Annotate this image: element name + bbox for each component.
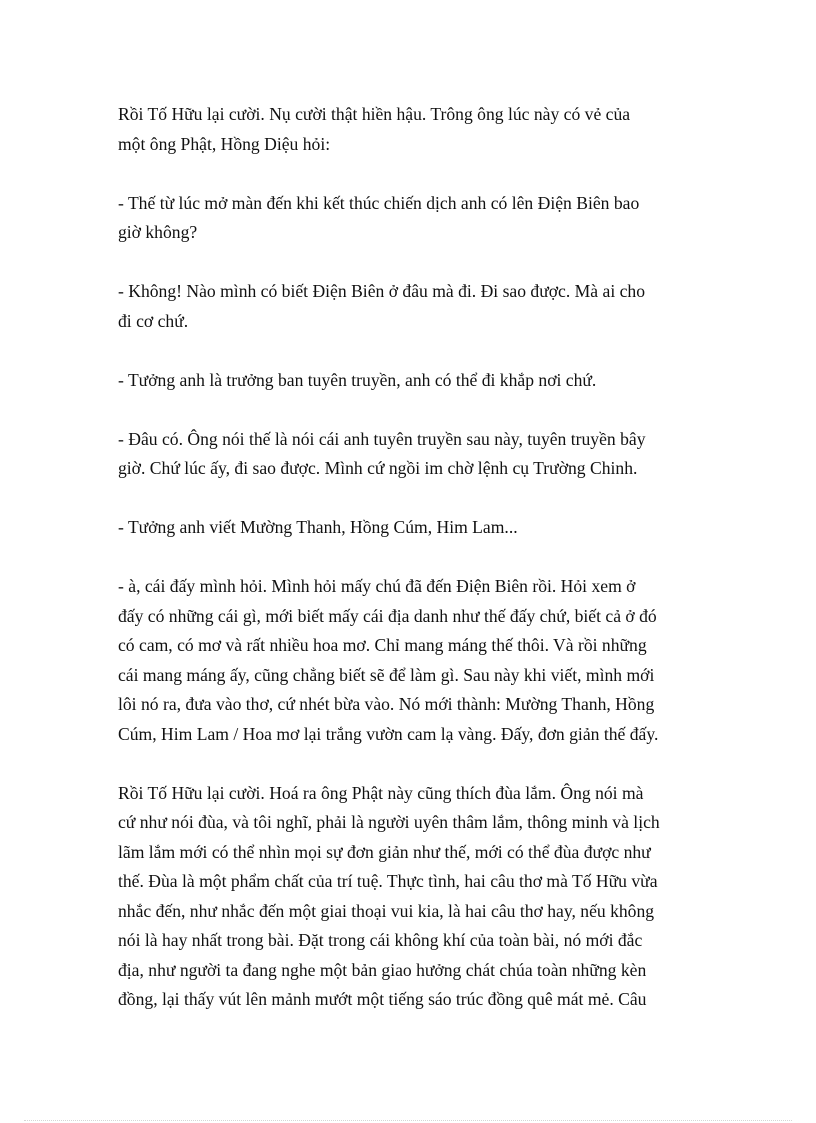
text-line: - Thế từ lúc mở màn đến khi kết thúc chiến dịch anh có lên Điện Biên bao — [118, 192, 640, 213]
text-line: - Tưởng anh là trưởng ban tuyên truyền, anh có thể đi khắp nơi chứ. — [118, 369, 597, 390]
text-line: địa, như người ta đang nghe một bản giao hưởng chát chúa toàn những kèn — [118, 959, 647, 980]
paragraph-3 — [118, 277, 708, 336]
text-line: có cam, có mơ và rất nhiều hoa mơ. Chỉ mang máng thế thôi. Và rồi những — [118, 635, 647, 655]
text-line: thế. Đùa là một phẩm chất của trí tuệ. Thực tình, hai câu thơ mà Tố Hữu vừa — [118, 871, 658, 891]
text-line: cứ như nói đùa, và tôi nghĩ, phải là người uyên thâm lắm, thông minh và lịch — [118, 812, 660, 832]
text-line: một ông Phật, Hồng Diệu hỏi: — [118, 133, 331, 154]
paragraph-5 — [118, 425, 708, 484]
text-line: - Không! Nào mình có biết Điện Biên ở đâu mà đi. Đi sao được. Mà ai cho — [118, 281, 646, 301]
text-line: - à, cái đấy mình hỏi. Mình hỏi mấy chú đã đến Điện Biên rồi. Hỏi xem ở — [118, 576, 636, 596]
paragraph-2 — [118, 189, 708, 248]
paragraph-4 — [118, 366, 708, 396]
text-line: lôi nó ra, đưa vào thơ, cứ nhét bừa vào. Nó mới thành: Mường Thanh, Hồng — [118, 694, 655, 714]
text-line: nói là hay nhất trong bài. Đặt trong cái không khí của toàn bài, nó mới đắc — [118, 930, 643, 950]
text-line: lãm lắm mới có thể nhìn mọi sự đơn giản như thế, mới có thể đùa được như — [118, 841, 651, 862]
text-line: - Đâu có. Ông nói thế là nói cái anh tuyên truyền sau này, tuyên truyền bây — [118, 428, 646, 449]
paragraph-1 — [118, 100, 708, 159]
text-line: Rồi Tố Hữu lại cười. Nụ cười thật hiền hậu. Trông ông lúc này có vẻ của — [118, 104, 631, 124]
text-line: đồng, lại thấy vút lên mảnh mướt một tiếng sáo trúc đồng quê mát mẻ. Câu — [118, 989, 647, 1009]
paragraph-8 — [118, 779, 708, 1015]
text-line: Rồi Tố Hữu lại cười. Hoá ra ông Phật này cũng thích đùa lắm. Ông nói mà — [118, 782, 644, 803]
text-line: Cúm, Him Lam / Hoa mơ lại trắng vườn cam lạ vàng. Đấy, đơn giản thế đấy. — [118, 723, 659, 744]
text-line: đấy có những cái gì, mới biết mấy cái địa danh như thế đấy chứ, biết cả ở đó — [118, 605, 657, 626]
text-line: giờ. Chứ lúc ấy, đi sao được. Mình cứ ngồi im chờ lệnh cụ Trường Chinh. — [118, 458, 638, 478]
paragraph-6 — [118, 513, 708, 543]
text-line: nhắc đến, như nhắc đến một giai thoại vui kia, là hai câu thơ hay, nếu không — [118, 900, 655, 921]
paragraph-7 — [118, 572, 708, 749]
document-body — [118, 100, 708, 1044]
text-line: cái mang máng ấy, cũng chẳng biết sẽ để làm gì. Sau này khi viết, mình mới — [118, 664, 655, 685]
text-line: - Tưởng anh viết Mường Thanh, Hồng Cúm, Him Lam... — [118, 517, 518, 537]
text-line: giờ không? — [118, 222, 198, 242]
page-bottom-divider — [24, 1120, 792, 1121]
text-line: đi cơ chứ. — [118, 310, 189, 331]
